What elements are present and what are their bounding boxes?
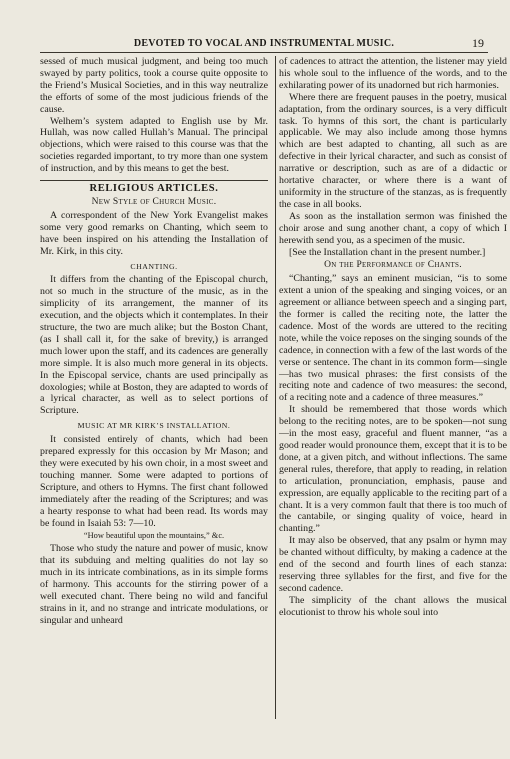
paragraph: It should be remembered that those words which belong to the reciting notes, are to be spoken—not sung—in the most easy, graceful and fluent manner, “as a good reader would pronounce them, except that it is to be done, at a given pitch, and without inflections. The same general rules, therefore, that apply to reading, in relation to articulation, pronunciation, emphasis, pause and expression, are equally applicable to the reciting part of a chant. It is a very common fault that there is too much of the cantabile, or singing quality of voice, heard in chanting.” [279,404,507,535]
subheading: MUSIC AT MR KIRK’S INSTALLATION. [77,421,231,431]
paragraph: Where there are frequent pauses in the poetry, musical adaptation, from the ordinary sources, is a very difficult task. To hymns of this sort, the chant is particularly applicable. We may also include among those hymns which are best adapted to chanting, all such as are defective in their lyrical character, and such as consist of narrative or description, such as are of a didactic or hortative character, or where there is a want of uniformity in the structure of the stanzas, as is frequently the case in all books. [279,91,507,210]
right-column [279,56,507,619]
paragraph: The simplicity of the chant allows the musical elocutionist to throw his whole soul into [279,594,507,618]
running-head: DEVOTED TO VOCAL AND INSTRUMENTAL MUSIC. [133,38,395,49]
paragraph: Welhem’s system adapted to English use by Mr. Hullah, was now called Hullah’s Manual. The principal objections, which were raised to this course was that the societies regarded important, to try more than one system of instruction, and by this means to get the best. [40,115,268,175]
paragraph: It may also be observed, that any psalm or hymn may be chanted without difficulty, by making a cadence at the end of the second and fourth lines of each stanza: reserving three syllables for the first, and five for the second cadence. [279,535,507,594]
scripture-quote: “How beautiful upon the mountains,” &c. [83,531,225,541]
column-rule [275,56,276,719]
paragraph: [See the Installation chant in the present number.] [289,246,486,258]
page-header [40,34,488,53]
article-title: On the Performance of Chants. [324,260,462,271]
paragraph: “Chanting,” says an eminent musician, “is to some extent a union of the speaking and singing voices, or an agreement or alliance between speech and a singing part, the former is called the reciting note, the latter the cadence. Most of the words are uttered to the reciting note, while the voice reposes on the singing sounds of the cadence, in connection with a few of the last words of the verse or sentence. The chant in its common form—single—has two musical phrases: the first consists of the reciting note and cadence of two measures: the second, of a reciting note and a cadence of three measures.” [279,273,507,404]
paragraph: A correspondent of the New York Evangelist makes some very good remarks on Chanting, which seem to have been inspired on his attending the Installation of Mr. Kirk, in this city. [40,209,268,257]
page-number: 19 [472,36,484,50]
paragraph: It consisted entirely of chants, which had been prepared expressly for this occasion by Mr Mason; and they were executed by his own choir, in a most sweet and touching manner. Some were adapted to portions of Scripture, and others to Hymns. The first chant followed immediately after the reading of the Scriptures; and was a hearty response to what had been read. Its words may be found in Isaiah 53: 7—10. [40,434,268,529]
paragraph: As soon as the installation sermon was finished the choir arose and sung another chant, a copy of which I herewith send you, as a specimen of the music. [279,210,507,246]
article-title: New Style of Church Music. [91,196,217,207]
paragraph: Those who study the nature and power of music, know that its subduing and melting qualities do not lay so much in its intricate combinations, as in its simple forms of harmony. This accounts for the stirring power of a well executed chant. There being no wild and fanciful strains in it, and no strange and intricate modulations, or singular and unheard [40,543,268,626]
paragraph: of cadences to attract the attention, the listener may yield his whole soul to the influence of the words, and to the exhilarating power of its unadorned but rich harmonies. [279,56,507,91]
section-title: RELIGIOUS ARTICLES. [89,183,219,195]
left-column [40,56,268,627]
section-divider [40,180,268,181]
paragraph: It differs from the chanting of the Episcopal church, not so much in the structure of the music, as in the simplicity of its arrangement, the manner of its execution, and the objects which it contemplates. In their structure, the two are much alike; but the Boston Chant, (as I shall call it, for the sake of brevity,) is arranged much lower upon the staff, and its cadences are generally more simple. It is also much more general in its objects. In the Episcopal service, chants are used principally as doxologies; while at Boston, they are adapted to words of a lyrical character, as well as to select portions of Scripture. [40,274,268,417]
paragraph: sessed of much musical judgment, and being too much swayed by party politics, took a course quite opposite to the Friend’s Musical Societies, and in this way neutralize the efforts of some of the most judicious friends of the cause. [40,56,268,115]
subheading: CHANTING. [130,261,178,271]
